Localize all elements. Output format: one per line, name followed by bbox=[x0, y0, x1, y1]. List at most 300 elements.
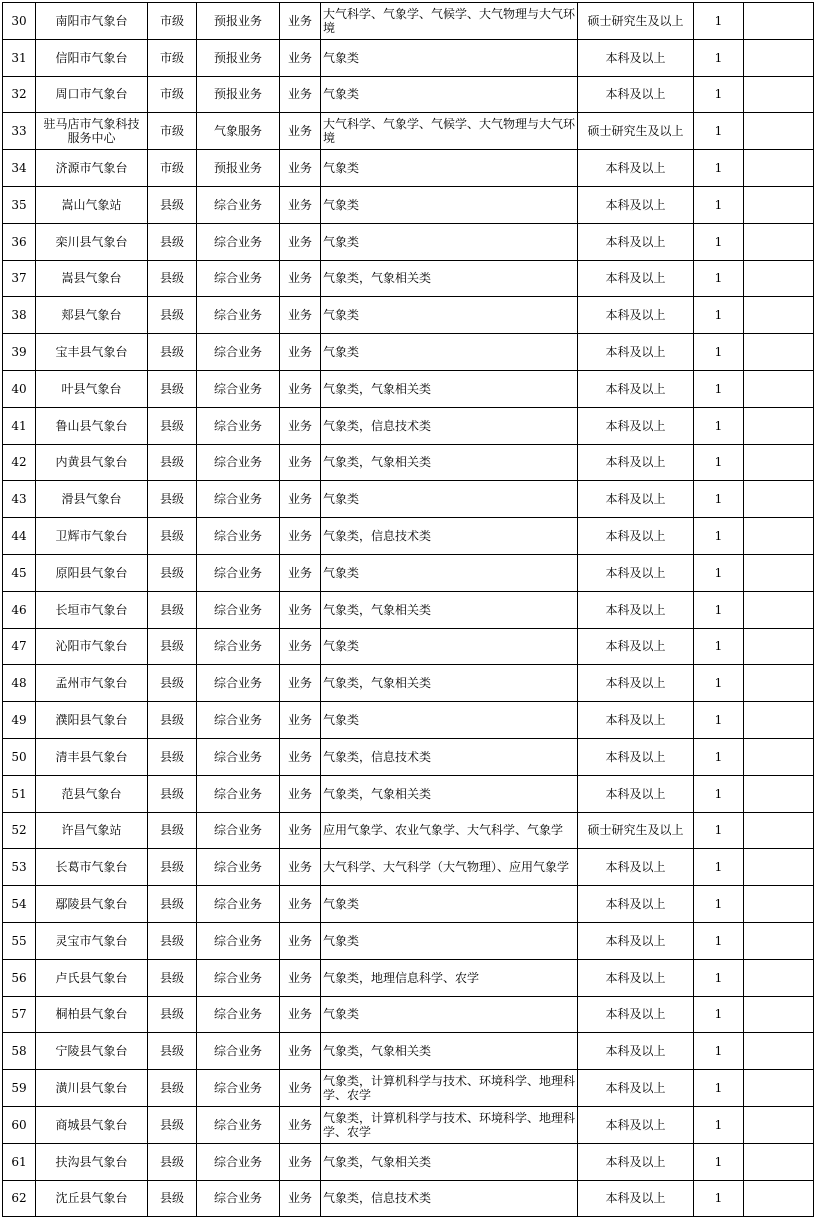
table-row bbox=[3, 407, 814, 444]
major-requirement-cell: 气象类，气象相关类 bbox=[321, 1033, 578, 1070]
table-row bbox=[3, 591, 814, 628]
remark-cell bbox=[744, 518, 814, 555]
level-cell: 县级 bbox=[148, 738, 197, 775]
remark-cell bbox=[744, 996, 814, 1033]
education-requirement-cell: 本科及以上 bbox=[578, 996, 694, 1033]
table-row bbox=[3, 1143, 814, 1180]
education-requirement-cell: 本科及以上 bbox=[578, 186, 694, 223]
level-cell: 县级 bbox=[148, 775, 197, 812]
headcount-cell: 1 bbox=[694, 775, 744, 812]
level-cell: 县级 bbox=[148, 628, 197, 665]
education-requirement-cell: 本科及以上 bbox=[578, 150, 694, 187]
organization-cell: 沈丘县气象台 bbox=[36, 1180, 148, 1217]
row-number-cell: 53 bbox=[3, 849, 36, 886]
headcount-cell: 1 bbox=[694, 39, 744, 76]
table-row bbox=[3, 113, 814, 150]
level-cell: 县级 bbox=[148, 886, 197, 923]
level-cell: 县级 bbox=[148, 849, 197, 886]
remark-cell bbox=[744, 444, 814, 481]
education-requirement-cell: 本科及以上 bbox=[578, 297, 694, 334]
category-cell: 业务 bbox=[280, 223, 321, 260]
education-requirement-cell: 本科及以上 bbox=[578, 481, 694, 518]
organization-cell: 南阳市气象台 bbox=[36, 3, 148, 40]
organization-cell: 扶沟县气象台 bbox=[36, 1143, 148, 1180]
level-cell: 县级 bbox=[148, 223, 197, 260]
level-cell: 县级 bbox=[148, 334, 197, 371]
headcount-cell: 1 bbox=[694, 260, 744, 297]
education-requirement-cell: 本科及以上 bbox=[578, 1070, 694, 1107]
major-requirement-cell: 气象类 bbox=[321, 76, 578, 113]
headcount-cell: 1 bbox=[694, 444, 744, 481]
table-row bbox=[3, 150, 814, 187]
organization-cell: 鄢陵县气象台 bbox=[36, 886, 148, 923]
organization-cell: 内黄县气象台 bbox=[36, 444, 148, 481]
organization-cell: 桐柏县气象台 bbox=[36, 996, 148, 1033]
row-number-cell: 54 bbox=[3, 886, 36, 923]
major-requirement-cell: 气象类，气象相关类 bbox=[321, 591, 578, 628]
organization-cell: 嵩山气象站 bbox=[36, 186, 148, 223]
major-requirement-cell: 气象类，信息技术类 bbox=[321, 1180, 578, 1217]
headcount-cell: 1 bbox=[694, 113, 744, 150]
organization-cell: 信阳市气象台 bbox=[36, 39, 148, 76]
organization-cell: 长葛市气象台 bbox=[36, 849, 148, 886]
education-requirement-cell: 本科及以上 bbox=[578, 922, 694, 959]
row-number-cell: 62 bbox=[3, 1180, 36, 1217]
category-cell: 业务 bbox=[280, 1033, 321, 1070]
row-number-cell: 41 bbox=[3, 407, 36, 444]
major-requirement-cell: 气象类，气象相关类 bbox=[321, 260, 578, 297]
major-requirement-cell: 气象类 bbox=[321, 223, 578, 260]
category-cell: 业务 bbox=[280, 591, 321, 628]
major-requirement-cell: 气象类 bbox=[321, 702, 578, 739]
remark-cell bbox=[744, 738, 814, 775]
level-cell: 县级 bbox=[148, 959, 197, 996]
table-row bbox=[3, 334, 814, 371]
remark-cell bbox=[744, 665, 814, 702]
category-cell: 业务 bbox=[280, 886, 321, 923]
table-row bbox=[3, 444, 814, 481]
level-cell: 市级 bbox=[148, 39, 197, 76]
major-requirement-cell: 气象类 bbox=[321, 39, 578, 76]
category-cell: 业务 bbox=[280, 76, 321, 113]
headcount-cell: 1 bbox=[694, 223, 744, 260]
organization-cell: 濮阳县气象台 bbox=[36, 702, 148, 739]
position-cell: 综合业务 bbox=[197, 260, 280, 297]
remark-cell bbox=[744, 407, 814, 444]
organization-cell: 孟州市气象台 bbox=[36, 665, 148, 702]
remark-cell bbox=[744, 223, 814, 260]
table-row bbox=[3, 76, 814, 113]
row-number-cell: 49 bbox=[3, 702, 36, 739]
major-requirement-cell: 气象类 bbox=[321, 334, 578, 371]
organization-cell: 周口市气象台 bbox=[36, 76, 148, 113]
position-cell: 综合业务 bbox=[197, 518, 280, 555]
row-number-cell: 52 bbox=[3, 812, 36, 849]
major-requirement-cell: 气象类，地理信息科学、农学 bbox=[321, 959, 578, 996]
table-row bbox=[3, 1070, 814, 1107]
level-cell: 县级 bbox=[148, 1180, 197, 1217]
headcount-cell: 1 bbox=[694, 628, 744, 665]
level-cell: 县级 bbox=[148, 481, 197, 518]
education-requirement-cell: 本科及以上 bbox=[578, 702, 694, 739]
headcount-cell: 1 bbox=[694, 76, 744, 113]
headcount-cell: 1 bbox=[694, 518, 744, 555]
level-cell: 市级 bbox=[148, 150, 197, 187]
headcount-cell: 1 bbox=[694, 407, 744, 444]
level-cell: 县级 bbox=[148, 186, 197, 223]
row-number-cell: 55 bbox=[3, 922, 36, 959]
table-row bbox=[3, 370, 814, 407]
headcount-cell: 1 bbox=[694, 481, 744, 518]
major-requirement-cell: 气象类，信息技术类 bbox=[321, 407, 578, 444]
organization-cell: 郏县气象台 bbox=[36, 297, 148, 334]
education-requirement-cell: 本科及以上 bbox=[578, 1106, 694, 1143]
headcount-cell: 1 bbox=[694, 922, 744, 959]
level-cell: 县级 bbox=[148, 297, 197, 334]
table-row bbox=[3, 3, 814, 40]
table-row bbox=[3, 1180, 814, 1217]
organization-cell: 济源市气象台 bbox=[36, 150, 148, 187]
level-cell: 县级 bbox=[148, 407, 197, 444]
row-number-cell: 61 bbox=[3, 1143, 36, 1180]
position-cell: 综合业务 bbox=[197, 591, 280, 628]
position-cell: 预报业务 bbox=[197, 3, 280, 40]
major-requirement-cell: 气象类，气象相关类 bbox=[321, 444, 578, 481]
major-requirement-cell: 大气科学、气象学、气候学、大气物理与大气环境 bbox=[321, 113, 578, 150]
row-number-cell: 56 bbox=[3, 959, 36, 996]
remark-cell bbox=[744, 334, 814, 371]
organization-cell: 卫辉市气象台 bbox=[36, 518, 148, 555]
major-requirement-cell: 气象类 bbox=[321, 628, 578, 665]
category-cell: 业务 bbox=[280, 444, 321, 481]
category-cell: 业务 bbox=[280, 554, 321, 591]
headcount-cell: 1 bbox=[694, 186, 744, 223]
row-number-cell: 48 bbox=[3, 665, 36, 702]
row-number-cell: 46 bbox=[3, 591, 36, 628]
education-requirement-cell: 本科及以上 bbox=[578, 738, 694, 775]
position-cell: 综合业务 bbox=[197, 444, 280, 481]
position-cell: 预报业务 bbox=[197, 39, 280, 76]
organization-cell: 许昌气象站 bbox=[36, 812, 148, 849]
remark-cell bbox=[744, 775, 814, 812]
remark-cell bbox=[744, 150, 814, 187]
organization-cell: 宁陵县气象台 bbox=[36, 1033, 148, 1070]
education-requirement-cell: 本科及以上 bbox=[578, 886, 694, 923]
category-cell: 业务 bbox=[280, 1106, 321, 1143]
position-cell: 综合业务 bbox=[197, 959, 280, 996]
category-cell: 业务 bbox=[280, 775, 321, 812]
table-row bbox=[3, 518, 814, 555]
organization-cell: 沁阳市气象台 bbox=[36, 628, 148, 665]
level-cell: 县级 bbox=[148, 444, 197, 481]
major-requirement-cell: 气象类，气象相关类 bbox=[321, 665, 578, 702]
level-cell: 县级 bbox=[148, 370, 197, 407]
major-requirement-cell: 应用气象学、农业气象学、大气科学、气象学 bbox=[321, 812, 578, 849]
level-cell: 县级 bbox=[148, 702, 197, 739]
table-row bbox=[3, 886, 814, 923]
table-row bbox=[3, 702, 814, 739]
position-cell: 综合业务 bbox=[197, 628, 280, 665]
remark-cell bbox=[744, 370, 814, 407]
row-number-cell: 44 bbox=[3, 518, 36, 555]
remark-cell bbox=[744, 113, 814, 150]
organization-cell: 叶县气象台 bbox=[36, 370, 148, 407]
remark-cell bbox=[744, 39, 814, 76]
major-requirement-cell: 气象类，气象相关类 bbox=[321, 775, 578, 812]
table-row bbox=[3, 812, 814, 849]
remark-cell bbox=[744, 1180, 814, 1217]
category-cell: 业务 bbox=[280, 113, 321, 150]
row-number-cell: 57 bbox=[3, 996, 36, 1033]
remark-cell bbox=[744, 1143, 814, 1180]
table-row bbox=[3, 260, 814, 297]
headcount-cell: 1 bbox=[694, 554, 744, 591]
table-row bbox=[3, 1106, 814, 1143]
table-row bbox=[3, 554, 814, 591]
major-requirement-cell: 气象类，计算机科学与技术、环境科学、地理科学、农学 bbox=[321, 1106, 578, 1143]
row-number-cell: 31 bbox=[3, 39, 36, 76]
table-row bbox=[3, 738, 814, 775]
major-requirement-cell: 气象类 bbox=[321, 150, 578, 187]
major-requirement-cell: 大气科学、大气科学（大气物理）、应用气象学 bbox=[321, 849, 578, 886]
remark-cell bbox=[744, 3, 814, 40]
level-cell: 县级 bbox=[148, 554, 197, 591]
position-cell: 预报业务 bbox=[197, 150, 280, 187]
education-requirement-cell: 硕士研究生及以上 bbox=[578, 3, 694, 40]
level-cell: 县级 bbox=[148, 665, 197, 702]
level-cell: 市级 bbox=[148, 76, 197, 113]
education-requirement-cell: 本科及以上 bbox=[578, 665, 694, 702]
position-cell: 综合业务 bbox=[197, 223, 280, 260]
education-requirement-cell: 本科及以上 bbox=[578, 39, 694, 76]
major-requirement-cell: 气象类 bbox=[321, 554, 578, 591]
remark-cell bbox=[744, 481, 814, 518]
position-cell: 综合业务 bbox=[197, 812, 280, 849]
category-cell: 业务 bbox=[280, 297, 321, 334]
headcount-cell: 1 bbox=[694, 1033, 744, 1070]
headcount-cell: 1 bbox=[694, 150, 744, 187]
education-requirement-cell: 本科及以上 bbox=[578, 370, 694, 407]
position-cell: 综合业务 bbox=[197, 849, 280, 886]
remark-cell bbox=[744, 1033, 814, 1070]
headcount-cell: 1 bbox=[694, 665, 744, 702]
organization-cell: 宝丰县气象台 bbox=[36, 334, 148, 371]
row-number-cell: 39 bbox=[3, 334, 36, 371]
position-cell: 综合业务 bbox=[197, 1033, 280, 1070]
position-cell: 综合业务 bbox=[197, 775, 280, 812]
row-number-cell: 60 bbox=[3, 1106, 36, 1143]
level-cell: 县级 bbox=[148, 518, 197, 555]
row-number-cell: 40 bbox=[3, 370, 36, 407]
headcount-cell: 1 bbox=[694, 370, 744, 407]
category-cell: 业务 bbox=[280, 1180, 321, 1217]
education-requirement-cell: 本科及以上 bbox=[578, 223, 694, 260]
level-cell: 县级 bbox=[148, 1106, 197, 1143]
remark-cell bbox=[744, 886, 814, 923]
position-cell: 综合业务 bbox=[197, 886, 280, 923]
education-requirement-cell: 本科及以上 bbox=[578, 959, 694, 996]
major-requirement-cell: 气象类 bbox=[321, 922, 578, 959]
organization-cell: 卢氏县气象台 bbox=[36, 959, 148, 996]
level-cell: 县级 bbox=[148, 922, 197, 959]
category-cell: 业务 bbox=[280, 959, 321, 996]
education-requirement-cell: 本科及以上 bbox=[578, 444, 694, 481]
education-requirement-cell: 本科及以上 bbox=[578, 260, 694, 297]
organization-cell: 驻马店市气象科技服务中心 bbox=[36, 113, 148, 150]
headcount-cell: 1 bbox=[694, 996, 744, 1033]
headcount-cell: 1 bbox=[694, 334, 744, 371]
table-row bbox=[3, 959, 814, 996]
level-cell: 县级 bbox=[148, 1143, 197, 1180]
headcount-cell: 1 bbox=[694, 702, 744, 739]
remark-cell bbox=[744, 812, 814, 849]
table-row bbox=[3, 628, 814, 665]
category-cell: 业务 bbox=[280, 849, 321, 886]
row-number-cell: 45 bbox=[3, 554, 36, 591]
headcount-cell: 1 bbox=[694, 959, 744, 996]
table-row bbox=[3, 775, 814, 812]
category-cell: 业务 bbox=[280, 628, 321, 665]
organization-cell: 范县气象台 bbox=[36, 775, 148, 812]
major-requirement-cell: 气象类，气象相关类 bbox=[321, 370, 578, 407]
organization-cell: 鲁山县气象台 bbox=[36, 407, 148, 444]
position-cell: 综合业务 bbox=[197, 407, 280, 444]
level-cell: 县级 bbox=[148, 1033, 197, 1070]
level-cell: 县级 bbox=[148, 812, 197, 849]
education-requirement-cell: 本科及以上 bbox=[578, 849, 694, 886]
education-requirement-cell: 本科及以上 bbox=[578, 591, 694, 628]
major-requirement-cell: 大气科学、气象学、气候学、大气物理与大气环境 bbox=[321, 3, 578, 40]
level-cell: 县级 bbox=[148, 996, 197, 1033]
major-requirement-cell: 气象类，信息技术类 bbox=[321, 738, 578, 775]
headcount-cell: 1 bbox=[694, 738, 744, 775]
headcount-cell: 1 bbox=[694, 297, 744, 334]
education-requirement-cell: 本科及以上 bbox=[578, 76, 694, 113]
remark-cell bbox=[744, 628, 814, 665]
headcount-cell: 1 bbox=[694, 849, 744, 886]
headcount-cell: 1 bbox=[694, 591, 744, 628]
row-number-cell: 30 bbox=[3, 3, 36, 40]
position-cell: 综合业务 bbox=[197, 1106, 280, 1143]
row-number-cell: 32 bbox=[3, 76, 36, 113]
education-requirement-cell: 硕士研究生及以上 bbox=[578, 812, 694, 849]
remark-cell bbox=[744, 591, 814, 628]
category-cell: 业务 bbox=[280, 738, 321, 775]
row-number-cell: 43 bbox=[3, 481, 36, 518]
position-cell: 预报业务 bbox=[197, 76, 280, 113]
row-number-cell: 36 bbox=[3, 223, 36, 260]
remark-cell bbox=[744, 959, 814, 996]
organization-cell: 潢川县气象台 bbox=[36, 1070, 148, 1107]
position-cell: 气象服务 bbox=[197, 113, 280, 150]
education-requirement-cell: 本科及以上 bbox=[578, 628, 694, 665]
remark-cell bbox=[744, 922, 814, 959]
table-row bbox=[3, 665, 814, 702]
row-number-cell: 42 bbox=[3, 444, 36, 481]
category-cell: 业务 bbox=[280, 39, 321, 76]
table-row bbox=[3, 297, 814, 334]
recruitment-table bbox=[2, 2, 814, 1217]
category-cell: 业务 bbox=[280, 334, 321, 371]
category-cell: 业务 bbox=[280, 812, 321, 849]
headcount-cell: 1 bbox=[694, 1143, 744, 1180]
position-cell: 综合业务 bbox=[197, 297, 280, 334]
category-cell: 业务 bbox=[280, 370, 321, 407]
education-requirement-cell: 本科及以上 bbox=[578, 1033, 694, 1070]
table-row bbox=[3, 849, 814, 886]
education-requirement-cell: 本科及以上 bbox=[578, 1143, 694, 1180]
major-requirement-cell: 气象类，信息技术类 bbox=[321, 518, 578, 555]
category-cell: 业务 bbox=[280, 407, 321, 444]
row-number-cell: 47 bbox=[3, 628, 36, 665]
category-cell: 业务 bbox=[280, 481, 321, 518]
organization-cell: 商城县气象台 bbox=[36, 1106, 148, 1143]
position-cell: 综合业务 bbox=[197, 481, 280, 518]
category-cell: 业务 bbox=[280, 1143, 321, 1180]
education-requirement-cell: 本科及以上 bbox=[578, 334, 694, 371]
major-requirement-cell: 气象类 bbox=[321, 996, 578, 1033]
category-cell: 业务 bbox=[280, 518, 321, 555]
category-cell: 业务 bbox=[280, 922, 321, 959]
position-cell: 综合业务 bbox=[197, 996, 280, 1033]
organization-cell: 长垣市气象台 bbox=[36, 591, 148, 628]
category-cell: 业务 bbox=[280, 150, 321, 187]
position-cell: 综合业务 bbox=[197, 370, 280, 407]
category-cell: 业务 bbox=[280, 186, 321, 223]
row-number-cell: 33 bbox=[3, 113, 36, 150]
level-cell: 县级 bbox=[148, 591, 197, 628]
position-cell: 综合业务 bbox=[197, 922, 280, 959]
headcount-cell: 1 bbox=[694, 812, 744, 849]
position-cell: 综合业务 bbox=[197, 186, 280, 223]
row-number-cell: 38 bbox=[3, 297, 36, 334]
row-number-cell: 58 bbox=[3, 1033, 36, 1070]
headcount-cell: 1 bbox=[694, 886, 744, 923]
table-row bbox=[3, 186, 814, 223]
remark-cell bbox=[744, 849, 814, 886]
education-requirement-cell: 本科及以上 bbox=[578, 1180, 694, 1217]
level-cell: 县级 bbox=[148, 260, 197, 297]
education-requirement-cell: 本科及以上 bbox=[578, 407, 694, 444]
major-requirement-cell: 气象类 bbox=[321, 886, 578, 923]
remark-cell bbox=[744, 702, 814, 739]
organization-cell: 清丰县气象台 bbox=[36, 738, 148, 775]
remark-cell bbox=[744, 1106, 814, 1143]
row-number-cell: 51 bbox=[3, 775, 36, 812]
category-cell: 业务 bbox=[280, 702, 321, 739]
table-row bbox=[3, 996, 814, 1033]
row-number-cell: 37 bbox=[3, 260, 36, 297]
major-requirement-cell: 气象类，计算机科学与技术、环境科学、地理科学、农学 bbox=[321, 1070, 578, 1107]
remark-cell bbox=[744, 297, 814, 334]
organization-cell: 原阳县气象台 bbox=[36, 554, 148, 591]
headcount-cell: 1 bbox=[694, 3, 744, 40]
education-requirement-cell: 硕士研究生及以上 bbox=[578, 113, 694, 150]
category-cell: 业务 bbox=[280, 1070, 321, 1107]
position-cell: 综合业务 bbox=[197, 738, 280, 775]
level-cell: 市级 bbox=[148, 113, 197, 150]
table-row bbox=[3, 481, 814, 518]
major-requirement-cell: 气象类 bbox=[321, 186, 578, 223]
organization-cell: 嵩县气象台 bbox=[36, 260, 148, 297]
table-row bbox=[3, 223, 814, 260]
major-requirement-cell: 气象类 bbox=[321, 297, 578, 334]
organization-cell: 栾川县气象台 bbox=[36, 223, 148, 260]
organization-cell: 灵宝市气象台 bbox=[36, 922, 148, 959]
position-cell: 综合业务 bbox=[197, 1180, 280, 1217]
level-cell: 县级 bbox=[148, 1070, 197, 1107]
education-requirement-cell: 本科及以上 bbox=[578, 554, 694, 591]
